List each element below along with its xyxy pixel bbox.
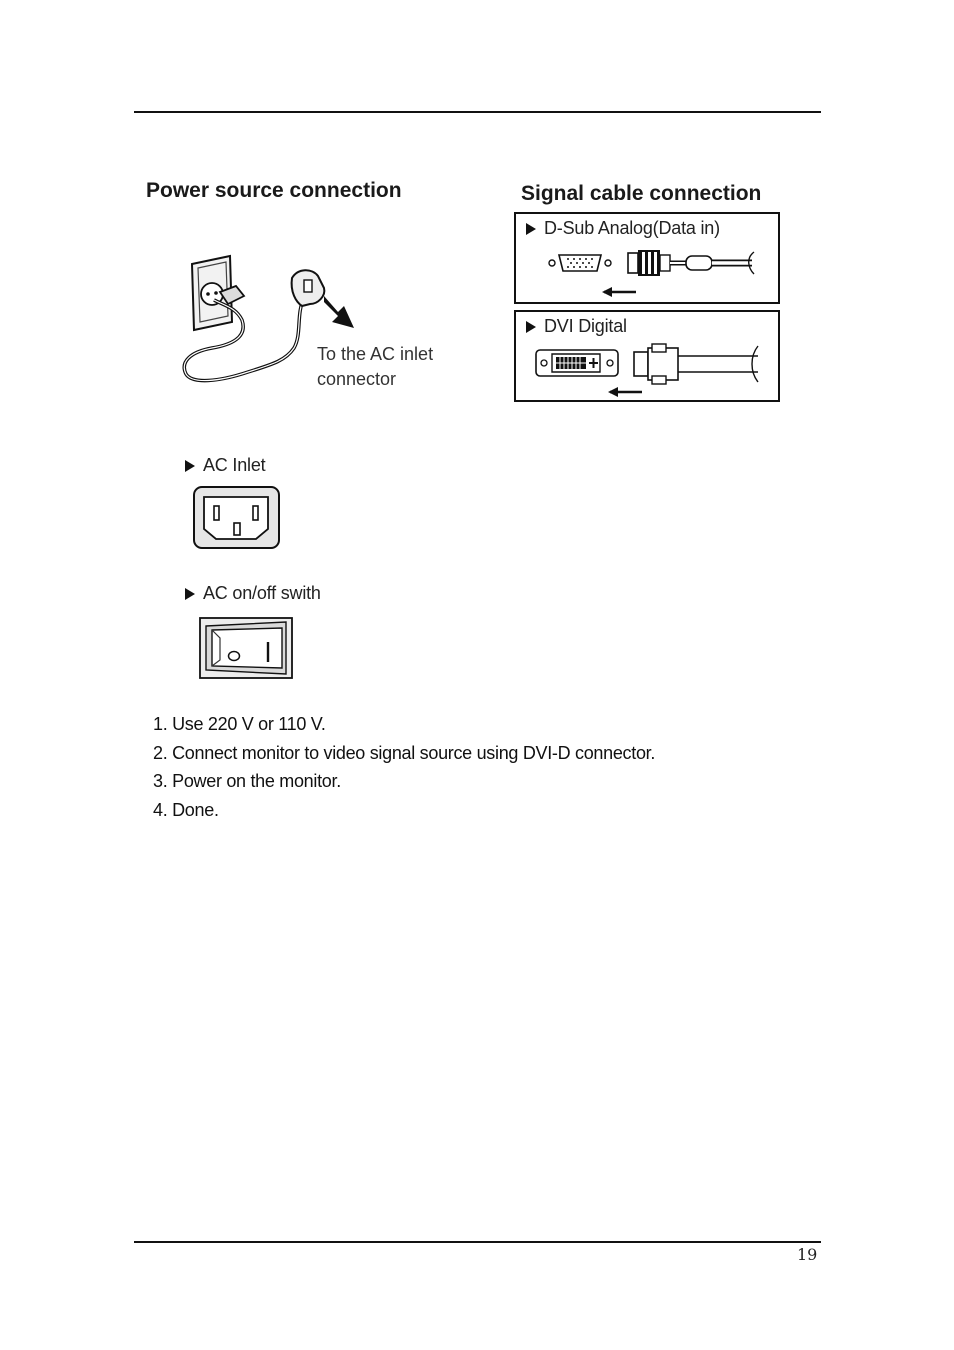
step-item: 2. Connect monitor to video signal source using DVI-D connector. — [153, 742, 656, 763]
insert-arrow-icon — [602, 287, 636, 297]
dsub-label — [526, 218, 720, 239]
bullet-triangle-icon — [185, 460, 195, 472]
footer-rule — [134, 1241, 821, 1243]
ac-inlet-label — [185, 455, 265, 476]
insert-arrow-icon — [608, 387, 642, 397]
signal-section-title: Signal cable connection — [521, 182, 762, 205]
caption-line-2: connector — [317, 369, 397, 389]
dvi-connector-icon — [534, 342, 774, 398]
header-rule — [134, 111, 821, 113]
step-item: 1. Use 220 V or 110 V. — [153, 714, 326, 734]
ac-inlet-label-text: AC Inlet — [203, 455, 266, 475]
bullet-triangle-icon — [526, 223, 536, 235]
bullet-triangle-icon — [185, 588, 195, 600]
ac-switch-label-text: AC on/off swith — [203, 583, 321, 603]
rocker-switch-icon — [198, 616, 294, 680]
page-number: 19 — [797, 1245, 818, 1264]
caption-line-1: To the AC inlet — [317, 344, 434, 364]
bullet-triangle-icon — [526, 321, 536, 333]
dvi-label — [526, 316, 627, 337]
power-section-title: Power source connection — [146, 179, 402, 202]
dsub-panel — [514, 212, 780, 304]
instruction-steps — [153, 711, 655, 825]
arrow-icon — [324, 296, 354, 328]
dsub-label-text: D-Sub Analog(Data in) — [544, 218, 720, 238]
step-item: 4. Done. — [153, 799, 219, 820]
ac-inlet-icon — [192, 485, 282, 551]
vga-connector-icon — [544, 248, 774, 300]
dvi-panel — [514, 310, 780, 402]
dvi-label-text: DVI Digital — [544, 316, 627, 336]
ac-switch-label — [185, 583, 321, 604]
ac-inlet-caption — [317, 342, 433, 392]
power-plug-icon — [220, 270, 324, 306]
step-item: 3. Power on the monitor. — [153, 771, 341, 792]
